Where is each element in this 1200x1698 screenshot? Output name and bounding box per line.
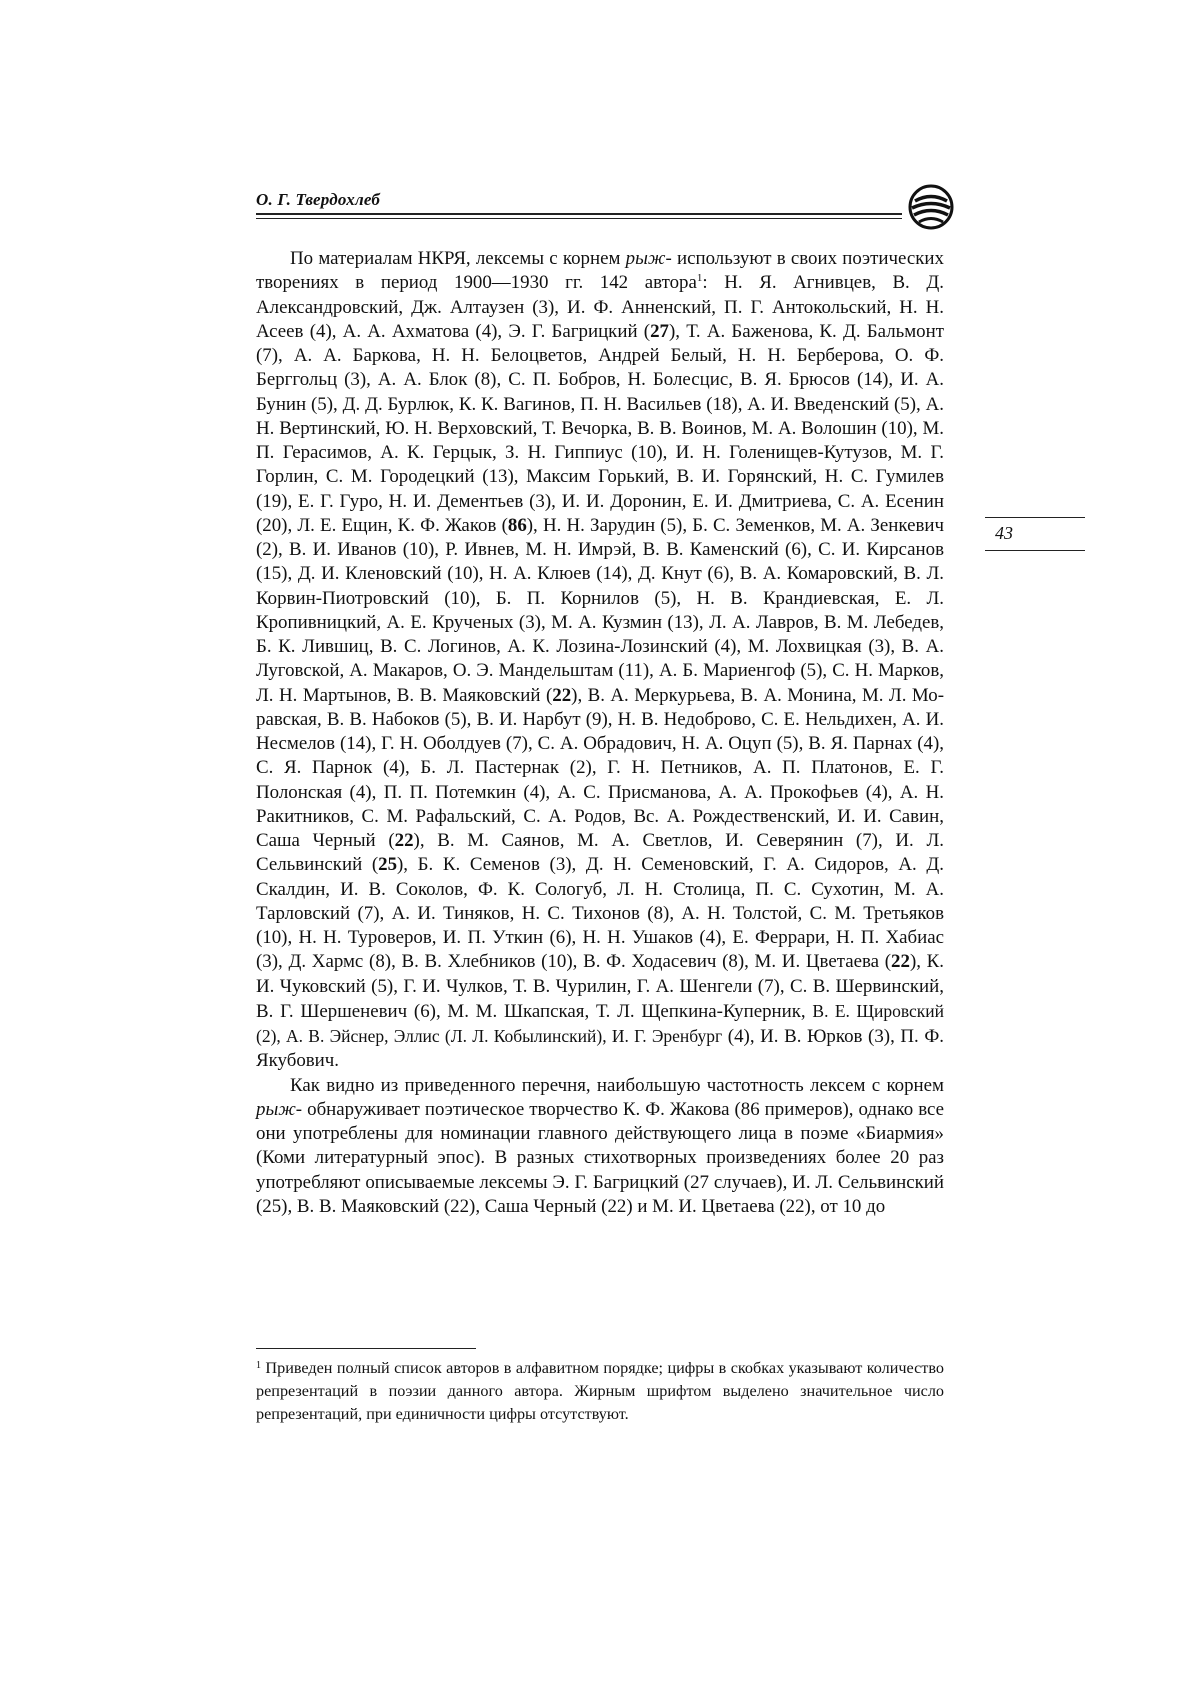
text-run: используют в своих поэтических творениях в период 1900—1930 гг. 142 автора xyxy=(256,248,944,294)
publisher-globe-logo-icon xyxy=(908,184,954,230)
footnote xyxy=(256,1357,944,1425)
page-number: 43 xyxy=(995,523,1013,543)
text-run: ), В. А. Меркурьева, В. А. Монина, М. Л. Моравская, В. В. Набоков (5), В. И. Нарбут (9), Н. В. Недоброво, С. Е. Нельдихен, А. И. Несмелов (14), Г. Н. Оболдуев (7), С. А. Обрадович, Н. А. Оцуп (5), В. Я. Парнах (4), С. Я. Парнок (4), Б. Л. Пастернак (2), Г. Н. Петников, А. П. Платонов, Е. Г. Полонская (4), П. П. Потемкин (4), А. С. Присманова, А. А. Прокофьев (4), А. Н. Ракитников, С. М. Рафальский, С. А. Родов, Вс. А. Рождественский, И. И. Савин, Саша Черный ( xyxy=(256,684,944,851)
text-run: : Н. Я. Агнивцев, В. Д. Александровский, Дж. Алтаузен (3), И. Ф. Анненский, П. Г. Антокольский, Н. Н. Асеев (4), А. А. Ахматова (4), Э. Г. Багрицкий ( xyxy=(256,272,945,342)
text-run: Как видно из приведенного перечня, наибольшую частотность лексем с корнем xyxy=(290,1074,944,1096)
page-number-box xyxy=(985,517,1085,551)
bold-count: 22 xyxy=(891,951,910,973)
body-text xyxy=(256,247,944,1219)
text-run: ), Т. А. Баженова, К. Д. Бальмонт (7), А. А. Баркова, Н. Н. Белоцветов, Андрей Белый, Н. Н. Берберова, О. Ф. Берггольц (3), А. А. Блок (8), С. П. Бобров, Н. Болесцис, В. Я. Брюсов (14), И. А. Бунин (5), Д. Д. Бурлюк, К. К. Вагинов, П. Н. Васильев (18), А. И. Введенский (5), А. Н. Вертинский, Ю. Н. Верховский, Т. Вечорка, В. В. Воинов, М. А. Волошин (10), М. П. Герасимов, А. К. Герцык, З. Н. Гиппиус (10), И. Н. Голенищев-Кутузов, М. Г. Горлин, С. М. Городецкий (13), Максим Горький, В. И. Горянский, Н. С. Гумилев (19), Е. Г. Гуро, Н. И. Дементьев (3), И. И. Доронин, Е. И. Дмитриева, С. А. Есенин (20), Л. Е. Ещин, К. Ф. Жаков ( xyxy=(256,320,944,536)
text-run: (4), И. В. Юрков (3), П. Ф. Якубович. xyxy=(256,1026,945,1072)
bold-count: 86 xyxy=(507,514,527,536)
header-rule-thin xyxy=(256,218,902,219)
footnote-rule xyxy=(256,1348,476,1349)
text-run: ), К. И. Чуковский (5), Г. И. Чулков, Т. В. Чурилин, Г. А. Шенгели (7), С. В. Шервинский, В. Г. Шершеневич (6), М. М. Шкапская, Т. Л. Щепкина-Куперник, xyxy=(256,951,944,1022)
footnote-ref: 1 xyxy=(696,272,703,285)
footnote-number: 1 xyxy=(256,1360,261,1371)
text-run: ), Н. Н. Зарудин (5), Б. С. Земенков, М. А. Зенкевич (2), В. И. Иванов (10), Р. Ивнев, М. Н. Имрэй, В. В. Каменский (6), С. И. Кирсанов (15), Д. И. Кленовский (10), Н. А. Клюев (14), Д. Кнут (6), В. А. Комаровский, В. Л. Корвин-Пиотровский (10), Б. П. Корнилов (5), Н. В. Крандиевская, Е. Л. Кропивницкий, А. Е. Крученых (3), М. А. Кузмин (13), Л. А. Лавров, В. М. Лебедев, Б. К. Лившиц, В. С. Логинов, А. К. Лозина-Лозинский (4), М. Лохвицкая (3), В. А. Луговской, А. Макаров, О. Э. Мандельштам (11), А. Б. Мариенгоф (5), С. Н. Марков, Л. Н. Мартынов, В. В. Маяковский ( xyxy=(256,514,945,706)
page-header xyxy=(256,188,946,228)
root-italic: рыж- xyxy=(256,1098,303,1120)
footnote-text: Приведен полный список авторов в алфавитном порядке; цифры в скобках указывают количество репрезентаций в поэзии данного автора. Жирным шрифтом выделено значительное число репрезентаций, при единичности цифры отсутствуют. xyxy=(256,1359,944,1423)
text-run: ), Б. К. Семенов (3), Д. Н. Семеновский, Г. А. Сидоров, А. Д. Скалдин, И. В. Соколов, Ф. К. Сологуб, Л. Н. Столица, П. С. Сухотин, М. А. Тарловский (7), А. И. Тиняков, Н. С. Тихонов (8), А. Н. Толстой, С. М. Третьяков (10), Н. Н. Туроверов, И. П. Уткин (6), Н. Н. Ушаков (4), Е. Феррари, Н. П. Хабиас (3), Д. Хармс (8), В. В. Хлебников (10), В. Ф. Ходасевич (8), М. И. Цветаева ( xyxy=(256,854,944,973)
paragraph-author-list xyxy=(256,247,944,1074)
bold-count: 22 xyxy=(552,684,572,706)
bold-count: 22 xyxy=(394,830,414,851)
bold-count: 25 xyxy=(378,854,398,876)
root-italic: рыж- xyxy=(625,248,672,269)
paragraph-analysis xyxy=(256,1074,944,1220)
text-run-small: В. Е. Щировский (2), А. В. Эйснер, Эллис (Л. Л. Кобылинский), И. Г. Эренбург xyxy=(256,1000,944,1046)
text-run: обнаруживает поэтическое творчество К. Ф. Жакова (86 примеров), однако все они употреблены для номинации главного действующего лица в поэме «Биармия» (Коми литературный эпос). В разных стихотворных произведениях более 20 раз употребляют описываемые лексемы Э. Г. Багрицкий (27 случаев), И. Л. Сельвинский (25), В. В. Маяковский (22), Саша Черный (22) и М. И. Цветаева (22), от 10 до xyxy=(256,1098,944,1217)
text-run: По материалам НКРЯ, лексемы с корнем xyxy=(290,248,626,269)
bold-count: 27 xyxy=(650,320,669,342)
text-run: ), В. М. Саянов, М. А. Светлов, И. Северянин (7), И. Л. Сельвинский ( xyxy=(256,830,944,876)
header-rule-thick xyxy=(256,213,902,215)
running-head-author: О. Г. Твердохлеб xyxy=(256,190,381,209)
